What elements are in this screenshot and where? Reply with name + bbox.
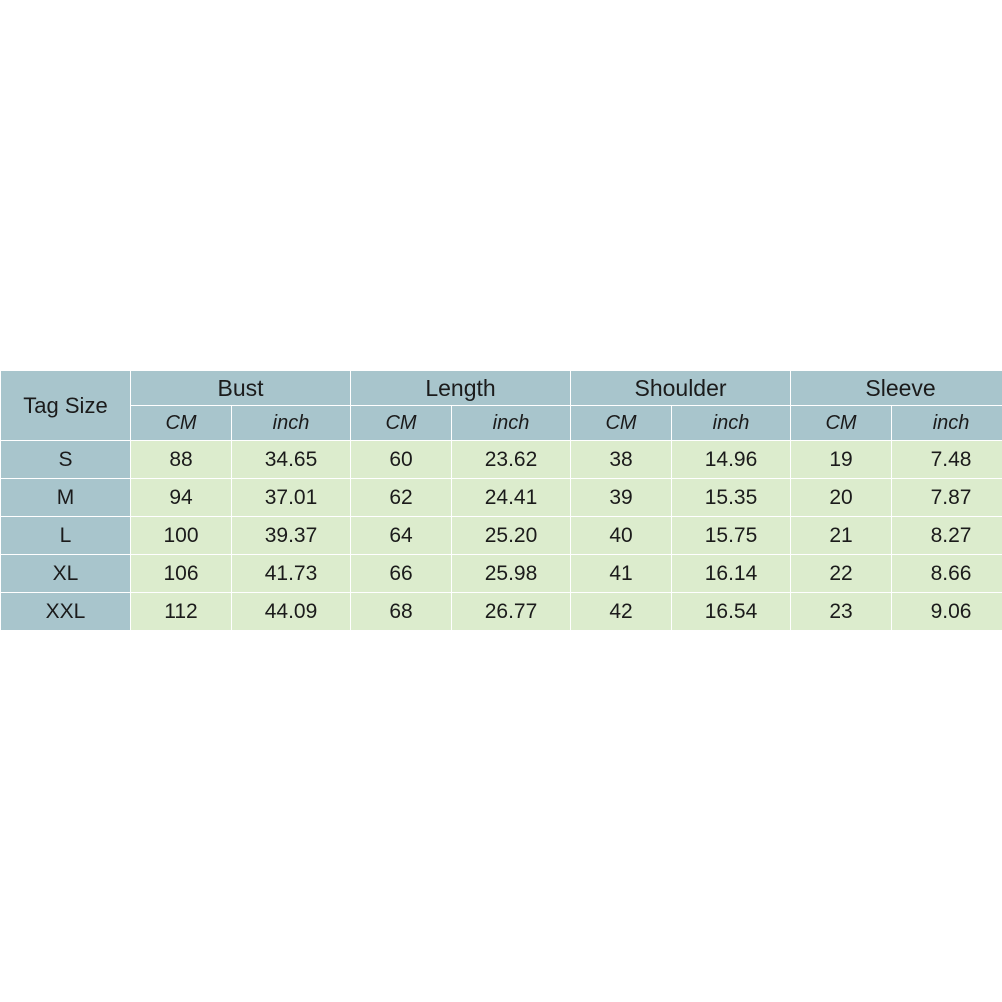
cell-shoulder-cm: 40 <box>571 517 672 555</box>
cell-shoulder-cm: 39 <box>571 479 672 517</box>
cell-length-cm: 62 <box>351 479 452 517</box>
cell-sleeve-inch: 8.27 <box>892 517 1002 555</box>
cell-sleeve-inch: 7.48 <box>892 441 1002 479</box>
row-size-label: M <box>1 479 131 517</box>
table-body <box>1 441 1002 631</box>
cell-shoulder-inch: 14.96 <box>672 441 791 479</box>
cell-shoulder-inch: 16.54 <box>672 593 791 631</box>
header-group-sleeve: Sleeve <box>791 371 1002 406</box>
cell-sleeve-inch: 8.66 <box>892 555 1002 593</box>
header-group-length: Length <box>351 371 571 406</box>
header-row-units <box>1 406 1002 441</box>
cell-bust-inch: 37.01 <box>232 479 351 517</box>
cell-sleeve-cm: 19 <box>791 441 892 479</box>
table-header <box>1 371 1002 441</box>
header-unit-bust-inch: inch <box>232 406 351 441</box>
cell-length-inch: 26.77 <box>452 593 571 631</box>
cell-sleeve-cm: 21 <box>791 517 892 555</box>
cell-length-inch: 24.41 <box>452 479 571 517</box>
row-size-label: L <box>1 517 131 555</box>
header-unit-bust-cm: CM <box>131 406 232 441</box>
cell-bust-cm: 88 <box>131 441 232 479</box>
table-row <box>1 479 1002 517</box>
table-row <box>1 517 1002 555</box>
cell-length-cm: 68 <box>351 593 452 631</box>
cell-sleeve-inch: 7.87 <box>892 479 1002 517</box>
cell-bust-cm: 100 <box>131 517 232 555</box>
header-unit-sleeve-cm: CM <box>791 406 892 441</box>
cell-bust-inch: 34.65 <box>232 441 351 479</box>
header-unit-length-cm: CM <box>351 406 452 441</box>
cell-length-cm: 64 <box>351 517 452 555</box>
cell-shoulder-inch: 15.35 <box>672 479 791 517</box>
header-group-bust: Bust <box>131 371 351 406</box>
row-size-label: XXL <box>1 593 131 631</box>
row-size-label: XL <box>1 555 131 593</box>
row-size-label: S <box>1 441 131 479</box>
cell-length-inch: 23.62 <box>452 441 571 479</box>
cell-shoulder-cm: 42 <box>571 593 672 631</box>
cell-bust-inch: 44.09 <box>232 593 351 631</box>
header-group-shoulder: Shoulder <box>571 371 791 406</box>
cell-length-cm: 60 <box>351 441 452 479</box>
table-row <box>1 441 1002 479</box>
cell-shoulder-cm: 41 <box>571 555 672 593</box>
cell-length-inch: 25.20 <box>452 517 571 555</box>
header-unit-length-inch: inch <box>452 406 571 441</box>
cell-length-inch: 25.98 <box>452 555 571 593</box>
cell-shoulder-cm: 38 <box>571 441 672 479</box>
cell-bust-cm: 94 <box>131 479 232 517</box>
cell-shoulder-inch: 16.14 <box>672 555 791 593</box>
header-unit-shoulder-inch: inch <box>672 406 791 441</box>
header-tag-size: Tag Size <box>1 371 131 441</box>
header-unit-shoulder-cm: CM <box>571 406 672 441</box>
cell-bust-cm: 106 <box>131 555 232 593</box>
table-row <box>1 555 1002 593</box>
header-row-groups <box>1 371 1002 406</box>
cell-bust-cm: 112 <box>131 593 232 631</box>
size-chart-container <box>0 370 1002 631</box>
cell-bust-inch: 39.37 <box>232 517 351 555</box>
header-unit-sleeve-inch: inch <box>892 406 1002 441</box>
cell-sleeve-cm: 20 <box>791 479 892 517</box>
size-chart-table <box>0 370 1002 631</box>
cell-bust-inch: 41.73 <box>232 555 351 593</box>
cell-sleeve-cm: 22 <box>791 555 892 593</box>
cell-shoulder-inch: 15.75 <box>672 517 791 555</box>
cell-sleeve-cm: 23 <box>791 593 892 631</box>
table-row <box>1 593 1002 631</box>
cell-length-cm: 66 <box>351 555 452 593</box>
cell-sleeve-inch: 9.06 <box>892 593 1002 631</box>
